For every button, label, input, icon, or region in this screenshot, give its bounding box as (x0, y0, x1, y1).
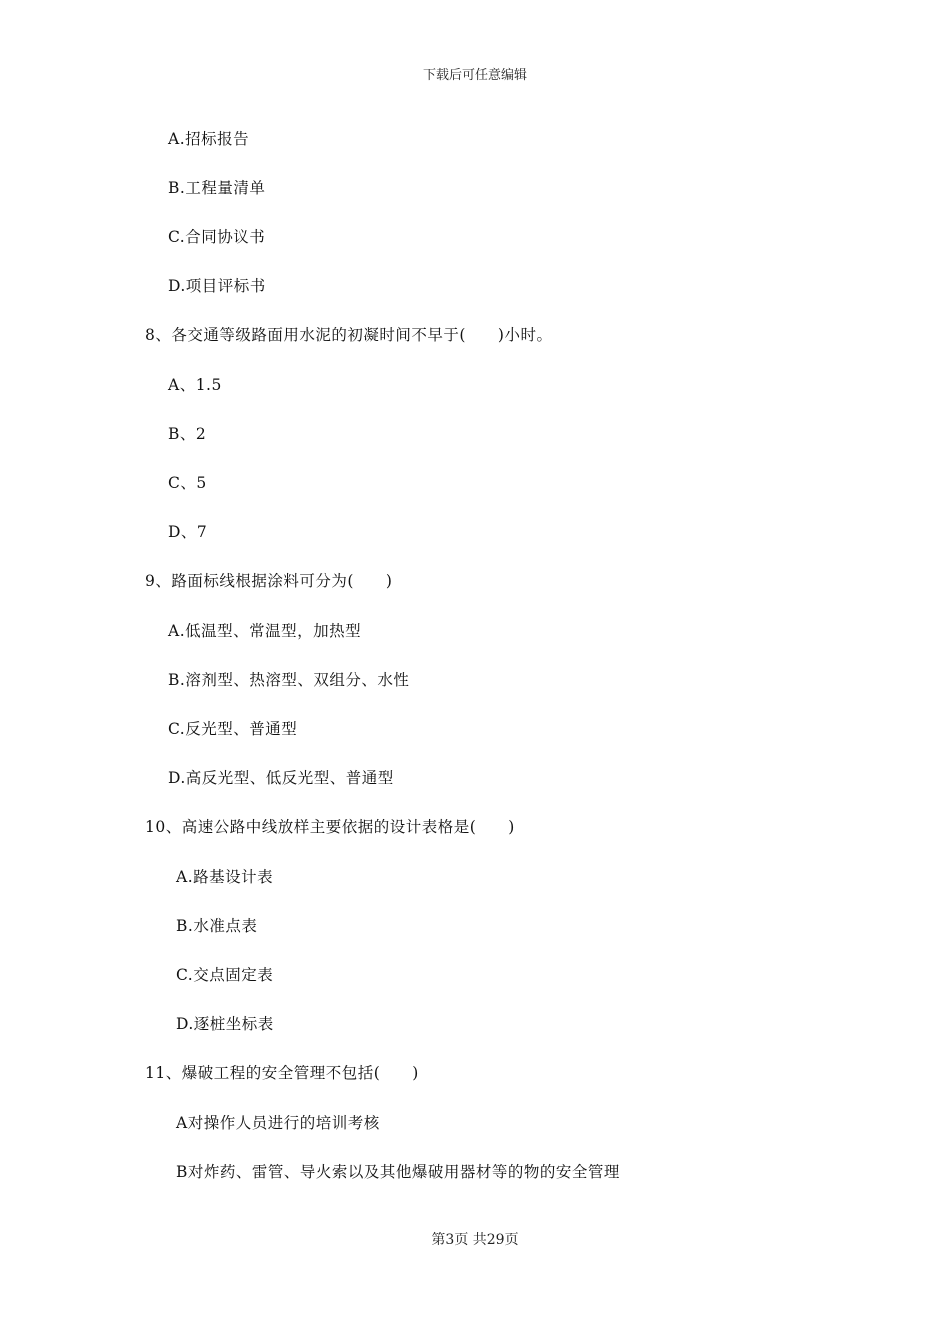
option-9-b: B.溶剂型、热溶型、双组分、水性 (168, 671, 410, 689)
option-prev-b: B.工程量清单 (168, 179, 266, 197)
option-8-a: A、1.5 (168, 376, 222, 394)
option-9-c: C.反光型、普通型 (168, 720, 298, 738)
question-9: 9、路面标线根据涂料可分为( ) (145, 572, 393, 590)
option-8-d: D、7 (168, 523, 208, 541)
option-9-a: A.低温型、常温型，加热型 (168, 622, 362, 640)
question-10: 10、高速公路中线放样主要依据的设计表格是( ) (145, 818, 515, 836)
option-prev-d: D.项目评标书 (168, 277, 266, 295)
option-10-a: A.路基设计表 (176, 868, 274, 886)
option-9-d: D.高反光型、低反光型、普通型 (168, 769, 394, 787)
option-11-a: A对操作人员进行的培训考核 (176, 1114, 380, 1132)
option-prev-c: C.合同协议书 (168, 228, 266, 246)
page-footer: 第3页 共29页 (431, 1232, 519, 1248)
option-8-b: B、2 (168, 425, 207, 443)
option-10-b: B.水准点表 (176, 917, 258, 935)
question-11: 11、爆破工程的安全管理不包括( ) (145, 1064, 419, 1082)
option-11-b: B对炸药、雷管、导火索以及其他爆破用器材等的物的安全管理 (176, 1163, 620, 1181)
page-header: 下载后可任意编辑 (422, 68, 527, 83)
option-10-d: D.逐桩坐标表 (176, 1015, 274, 1033)
option-prev-a: A.招标报告 (168, 130, 250, 148)
question-8: 8、各交通等级路面用水泥的初凝时间不早于( )小时。 (145, 326, 553, 344)
option-10-c: C.交点固定表 (176, 966, 274, 984)
option-8-c: C、5 (168, 474, 207, 492)
